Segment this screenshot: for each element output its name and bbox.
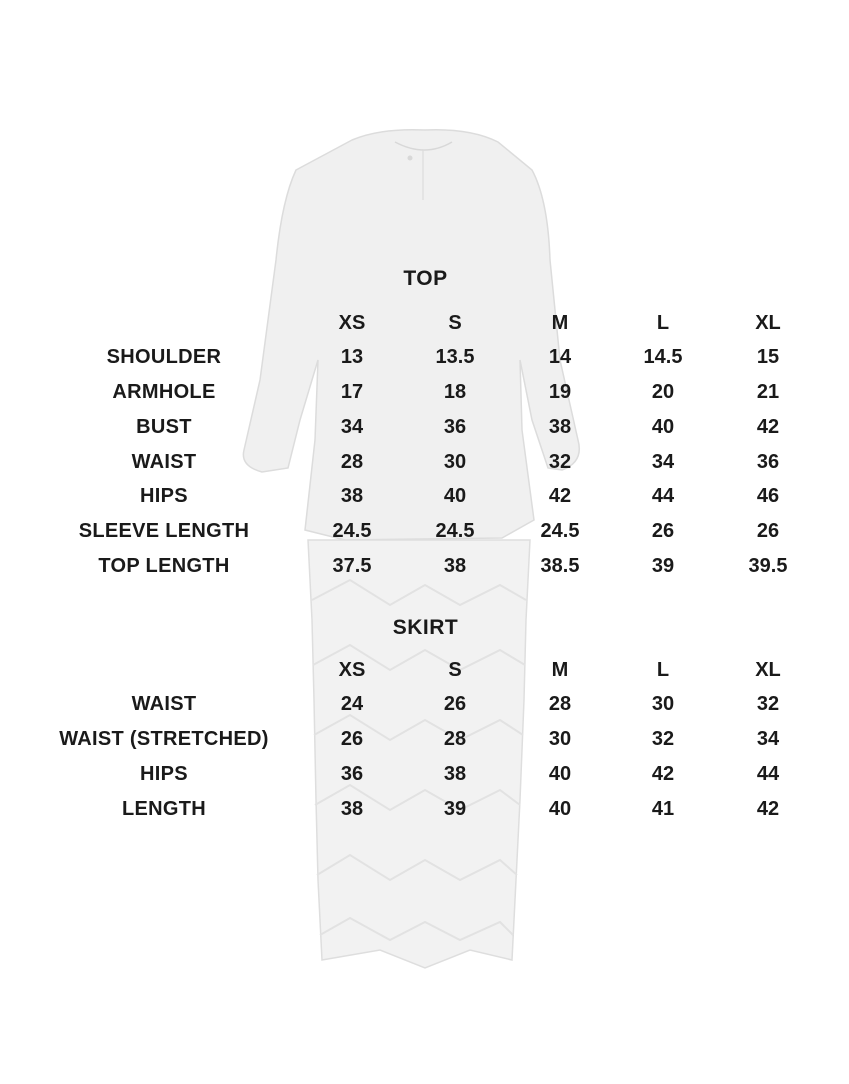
top-measurement-row: [0, 552, 849, 580]
measurement-value: 40: [443, 485, 467, 507]
measurement-value: 32: [651, 728, 675, 750]
measurement-label: BUST: [136, 416, 192, 438]
measurement-value: 30: [443, 451, 467, 473]
measurement-value: 30: [548, 728, 572, 750]
measurement-value: 34: [756, 728, 780, 750]
measurement-value: 46: [756, 485, 780, 507]
measurement-value: 44: [756, 763, 780, 785]
measurement-value: 26: [340, 728, 364, 750]
measurement-value: 24: [340, 693, 364, 715]
size-header: L: [656, 659, 670, 681]
measurement-value: 28: [340, 451, 364, 473]
top-measurement-row: [0, 517, 849, 545]
measurement-value: 34: [651, 451, 675, 473]
measurement-value: 36: [443, 416, 467, 438]
measurement-value: 19: [548, 381, 572, 403]
measurement-value: 42: [756, 416, 780, 438]
measurement-value: 42: [756, 798, 780, 820]
measurement-value: 36: [340, 763, 364, 785]
size-header: S: [448, 312, 462, 334]
measurement-value: 39.5: [748, 555, 788, 577]
measurement-value: 30: [651, 693, 675, 715]
measurement-value: 40: [548, 798, 572, 820]
skirt-shape: [308, 540, 530, 968]
measurement-value: 21: [756, 381, 780, 403]
measurement-value: 38: [443, 763, 467, 785]
measurement-value: 37.5: [332, 555, 372, 577]
measurement-value: 13.5: [435, 346, 475, 368]
measurement-value: 32: [548, 451, 572, 473]
measurement-value: 26: [443, 693, 467, 715]
measurement-value: 38: [340, 485, 364, 507]
skirt-measurement-row: [0, 725, 849, 753]
measurement-value: 32: [756, 693, 780, 715]
measurement-label: LENGTH: [121, 798, 207, 820]
measurement-label: SLEEVE LENGTH: [78, 520, 250, 542]
measurement-value: 42: [651, 763, 675, 785]
skirt-measurement-row: [0, 760, 849, 788]
measurement-value: 39: [651, 555, 675, 577]
measurement-value: 34: [340, 416, 364, 438]
measurement-value: 42: [548, 485, 572, 507]
measurement-value: 17: [340, 381, 364, 403]
measurement-value: 36: [756, 451, 780, 473]
measurement-label: SHOULDER: [106, 346, 222, 368]
size-header: L: [656, 312, 670, 334]
measurement-value: 20: [651, 381, 675, 403]
measurement-value: 40: [651, 416, 675, 438]
measurement-label: WAIST (STRETCHED): [59, 728, 269, 750]
measurement-value: 24.5: [435, 520, 475, 542]
measurement-label: WAIST: [131, 451, 197, 473]
measurement-value: 38: [548, 416, 572, 438]
top-section-title: TOP: [403, 267, 448, 290]
measurement-value: 15: [756, 346, 780, 368]
top-measurement-row: [0, 448, 849, 476]
measurement-value: 14.5: [643, 346, 683, 368]
measurement-label: TOP LENGTH: [98, 555, 230, 577]
measurement-value: 18: [443, 381, 467, 403]
skirt-section-title: SKIRT: [392, 616, 459, 639]
size-header: S: [448, 659, 462, 681]
skirt-measurement-row: [0, 795, 849, 823]
measurement-value: 26: [756, 520, 780, 542]
measurement-value: 14: [548, 346, 572, 368]
measurement-label: ARMHOLE: [112, 381, 216, 403]
measurement-value: 38: [443, 555, 467, 577]
measurement-value: 26: [651, 520, 675, 542]
measurement-value: 24.5: [540, 520, 580, 542]
size-header: XS: [338, 312, 366, 334]
measurement-value: 28: [443, 728, 467, 750]
top-measurement-row: [0, 343, 849, 371]
measurement-label: WAIST: [131, 693, 197, 715]
measurement-value: 38.5: [540, 555, 580, 577]
size-header: M: [551, 659, 569, 681]
size-header: M: [551, 312, 569, 334]
measurement-value: 41: [651, 798, 675, 820]
size-header: XL: [755, 312, 781, 334]
measurement-value: 24.5: [332, 520, 372, 542]
measurement-value: 38: [340, 798, 364, 820]
top-measurement-row: [0, 378, 849, 406]
top-size-header-row: [0, 309, 849, 337]
measurement-value: 13: [340, 346, 364, 368]
size-header: XL: [755, 659, 781, 681]
measurement-value: 44: [651, 485, 675, 507]
top-measurement-row: [0, 482, 849, 510]
skirt-size-header-row: [0, 656, 849, 684]
measurement-value: 28: [548, 693, 572, 715]
measurement-value: 40: [548, 763, 572, 785]
skirt-measurement-row: [0, 690, 849, 718]
measurement-label: HIPS: [140, 485, 188, 507]
size-header: XS: [338, 659, 366, 681]
top-measurement-row: [0, 413, 849, 441]
measurement-label: HIPS: [140, 763, 188, 785]
measurement-value: 39: [443, 798, 467, 820]
